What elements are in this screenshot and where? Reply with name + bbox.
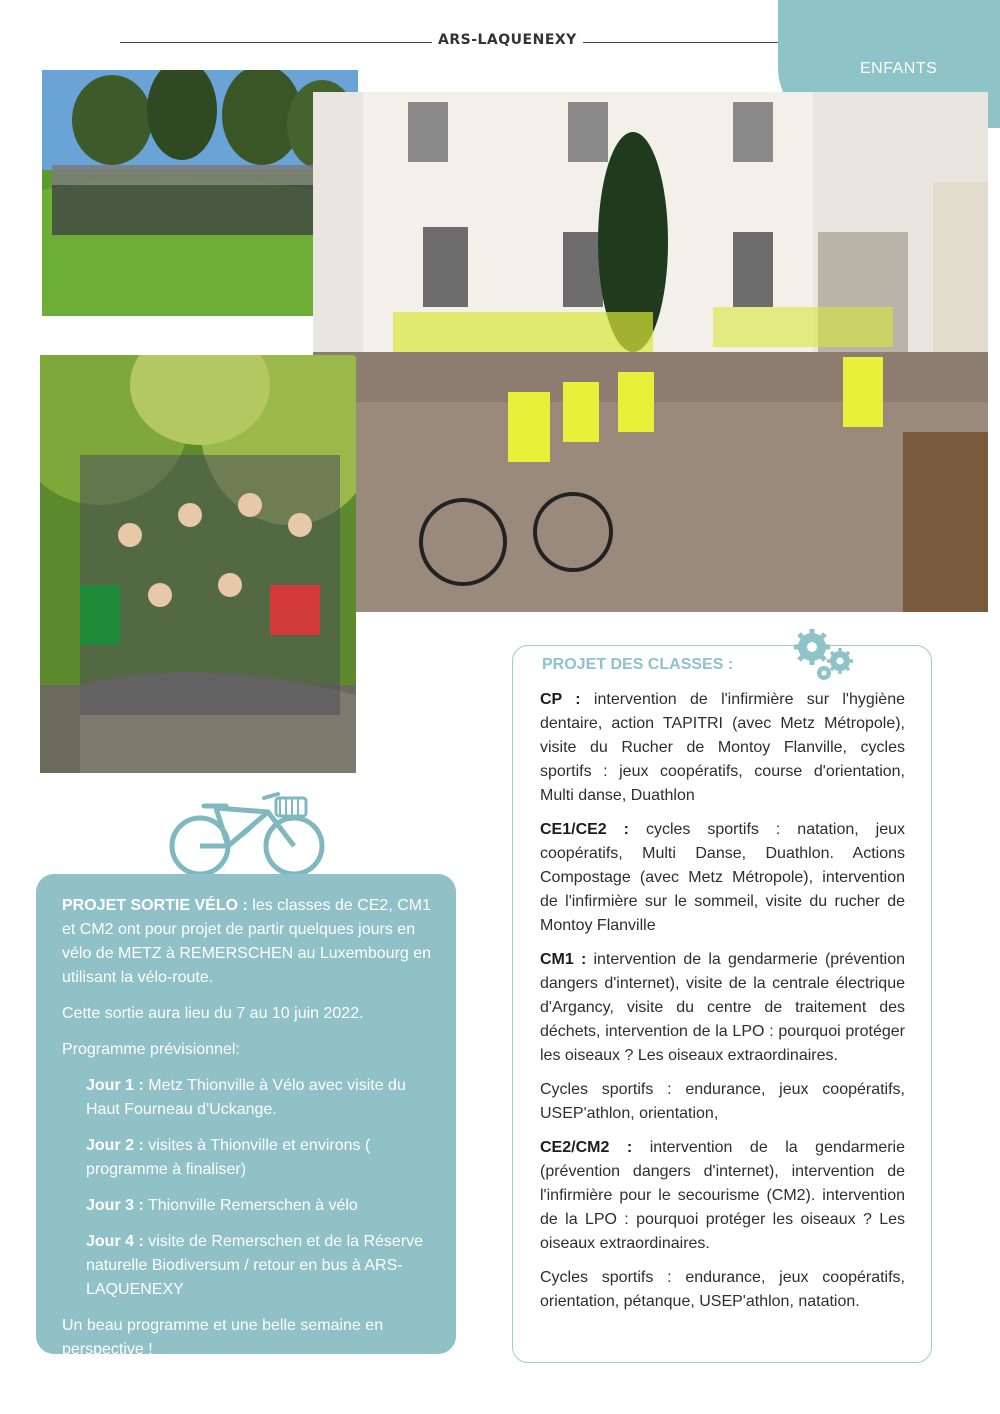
class-text: Cycles sportifs : endurance, jeux coopératifs, orientation, pétanque, USEP'athlon, natation.: [540, 1269, 905, 1310]
velo-dates: Cette sortie aura lieu du 7 au 10 juin 2022.: [62, 1005, 364, 1022]
day-text: visite de Remerschen et de la Réserve naturelle Biodiversum / retour en bus à ARS-LAQUENEXY: [86, 1233, 424, 1298]
class-item-cp: [540, 688, 905, 808]
photo-bikes-town-hall: [313, 92, 988, 612]
day-text: Metz Thionville à Vélo avec visite du Haut Fourneau d'Uckange.: [86, 1077, 406, 1118]
class-item-ce1-ce2: [540, 818, 905, 938]
class-text: cycles sportifs : natation, jeux coopératifs, Multi Danse, Duathlon. Actions Compostage (avec Metz Métropole), intervention de l'infirmière sur le sommeil, visite du rucher de Montoy Flanville: [540, 821, 905, 934]
class-label: CP :: [540, 691, 581, 708]
class-text: intervention de la gendarmerie (prévention dangers d'internet), visite de la centrale électrique d'Argancy, visite du centre de traitement des déchets, intervention de la LPO : pourquoi protéger les oiseaux ? Les oiseaux extraordinaires.: [540, 951, 905, 1064]
day-text: visites à Thionville et environs ( programme à finaliser): [86, 1137, 371, 1178]
day-text: Thionville Remerschen à vélo: [143, 1197, 358, 1214]
class-label: CE2/CM2 :: [540, 1139, 633, 1156]
section-tab-label: ENFANTS: [860, 60, 938, 77]
day-label: Jour 3 :: [86, 1197, 144, 1214]
day-label: Jour 2 :: [86, 1137, 144, 1154]
photo-group-meadow: [42, 70, 358, 316]
velo-closing: Un beau programme et une belle semaine en perspective !: [62, 1317, 384, 1358]
classes-body: [540, 688, 905, 1324]
day-label: Jour 4 :: [86, 1233, 144, 1250]
velo-project-box: [36, 874, 456, 1358]
class-label: CE1/CE2 :: [540, 821, 629, 838]
velo-intro: [62, 894, 434, 990]
page-header-title: ARS-LAQUENEXY: [432, 32, 583, 48]
bicycle-icon: [168, 788, 326, 878]
class-text: intervention de la gendarmerie (prévention dangers d'internet), intervention de l'infirmière pour le secourisme (CM2). intervention de la LPO : pourquoi protéger les oiseaux ? Les oiseaux extraordinaires.: [540, 1139, 906, 1252]
class-item-ce2-cm2: [540, 1136, 905, 1256]
class-text: Cycles sportifs : endurance, jeux coopératifs, USEP'athlon, orientation,: [540, 1081, 905, 1122]
velo-day-1: [86, 1074, 434, 1122]
class-item-ce2-cm2-sports: [540, 1266, 905, 1314]
class-item-cm1: [540, 948, 905, 1068]
day-label: Jour 1 :: [86, 1077, 144, 1094]
classes-title: PROJET DES CLASSES :: [542, 656, 734, 673]
class-label: CM1 :: [540, 951, 587, 968]
velo-day-2: [86, 1134, 434, 1182]
velo-day-3: [86, 1194, 434, 1218]
velo-day-4: [86, 1230, 434, 1302]
velo-intro-label: PROJET SORTIE VÉLO :: [62, 897, 248, 914]
gears-icon: [790, 625, 860, 683]
photo-children-forest: [40, 355, 356, 773]
velo-program-label: Programme prévisionnel:: [62, 1041, 240, 1058]
class-item-cm1-sports: [540, 1078, 905, 1126]
velo-intro-text: les classes de CE2, CM1 et CM2 ont pour projet de partir quelques jours en vélo de METZ à REMERSCHEN au Luxembourg en utilisant la vélo-route.: [62, 897, 432, 986]
class-text: intervention de l'infirmière sur l'hygiène dentaire, action TAPITRI (avec Metz Métropole), visite du Rucher de Montoy Flanville, cycles sportifs : jeux coopératifs, course d'orientation, Multi danse, Duathlon: [540, 691, 905, 804]
